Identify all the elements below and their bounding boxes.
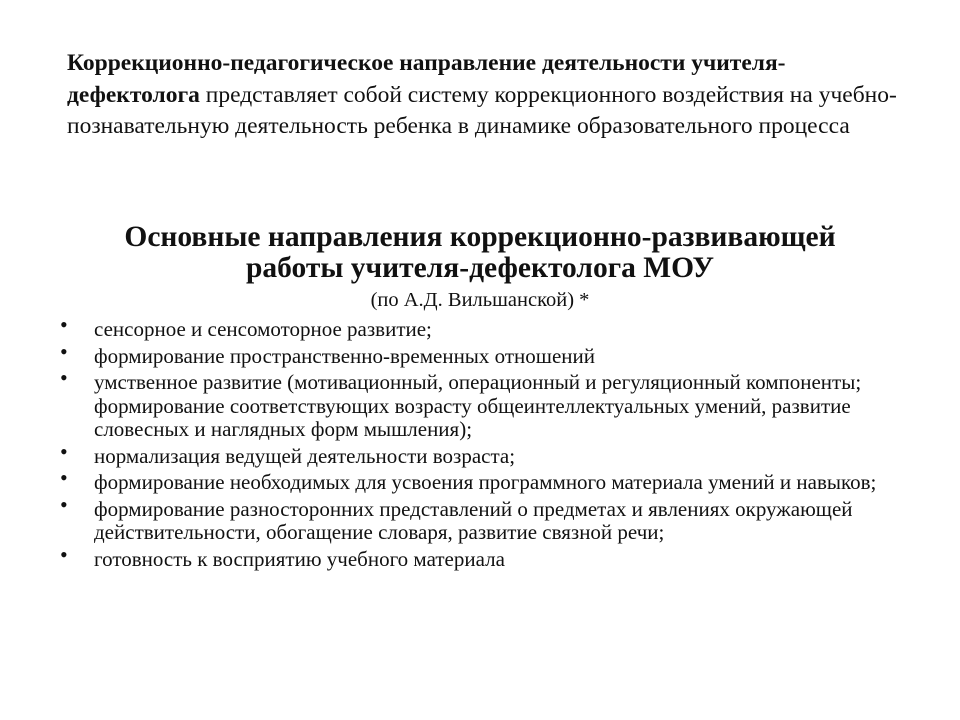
- directions-list: [60, 312, 900, 574]
- bullet-icon: •: [60, 541, 68, 567]
- list-item: [60, 491, 900, 545]
- intro-rest-text: представляет собой систему коррекционного воздействия на учебно-познавательную деятельность ребенка в динамике образовательного процесса: [67, 81, 897, 139]
- bullet-icon: •: [60, 465, 68, 490]
- section-subheading: (по А.Д. Вильшанской) *: [370, 289, 590, 311]
- intro-bold-text: Коррекционно-педагогическое направление деятельности учителя-дефектолога: [67, 50, 786, 108]
- list-item-text: сенсорное и сенсомоторное развитие;: [94, 317, 432, 341]
- list-item: [60, 438, 900, 469]
- bullet-icon: •: [60, 312, 68, 337]
- list-item-text: формирование разносторонних представлений о предметах и явлениях окружающей действительности, обогащение словаря, развитие связной речи;: [94, 496, 853, 544]
- list-item-text: формирование необходимых для усвоения программного материала умений и навыков;: [94, 470, 877, 494]
- list-item: [60, 541, 900, 572]
- list-item: [60, 312, 900, 342]
- list-item: [60, 365, 900, 442]
- heading-line-2: работы учителя-дефектолога МОУ: [245, 252, 715, 284]
- list-item: [60, 465, 900, 495]
- bullet-icon: •: [60, 438, 68, 464]
- bullet-icon: •: [60, 491, 68, 517]
- list-item-text: готовность к восприятию учебного материала: [94, 546, 505, 571]
- bullet-icon: •: [60, 365, 68, 390]
- list-item-text: умственное развитие (мотивационный, операционный и регуляционный компоненты; формирование соответствующих возрасту общеинтеллектуальных умений, развитие словесных и наглядных форм мышления);: [94, 370, 862, 441]
- bullet-icon: •: [60, 338, 68, 364]
- section-heading: [40, 222, 920, 284]
- heading-line-1: Основные направления коррекционно-развивающей: [124, 221, 836, 253]
- list-item: [60, 338, 900, 369]
- list-item-text: нормализация ведущей деятельности возраста;: [94, 443, 516, 468]
- intro-paragraph: [67, 48, 897, 143]
- list-item-text: формирование пространственно-временных отношений: [94, 343, 596, 368]
